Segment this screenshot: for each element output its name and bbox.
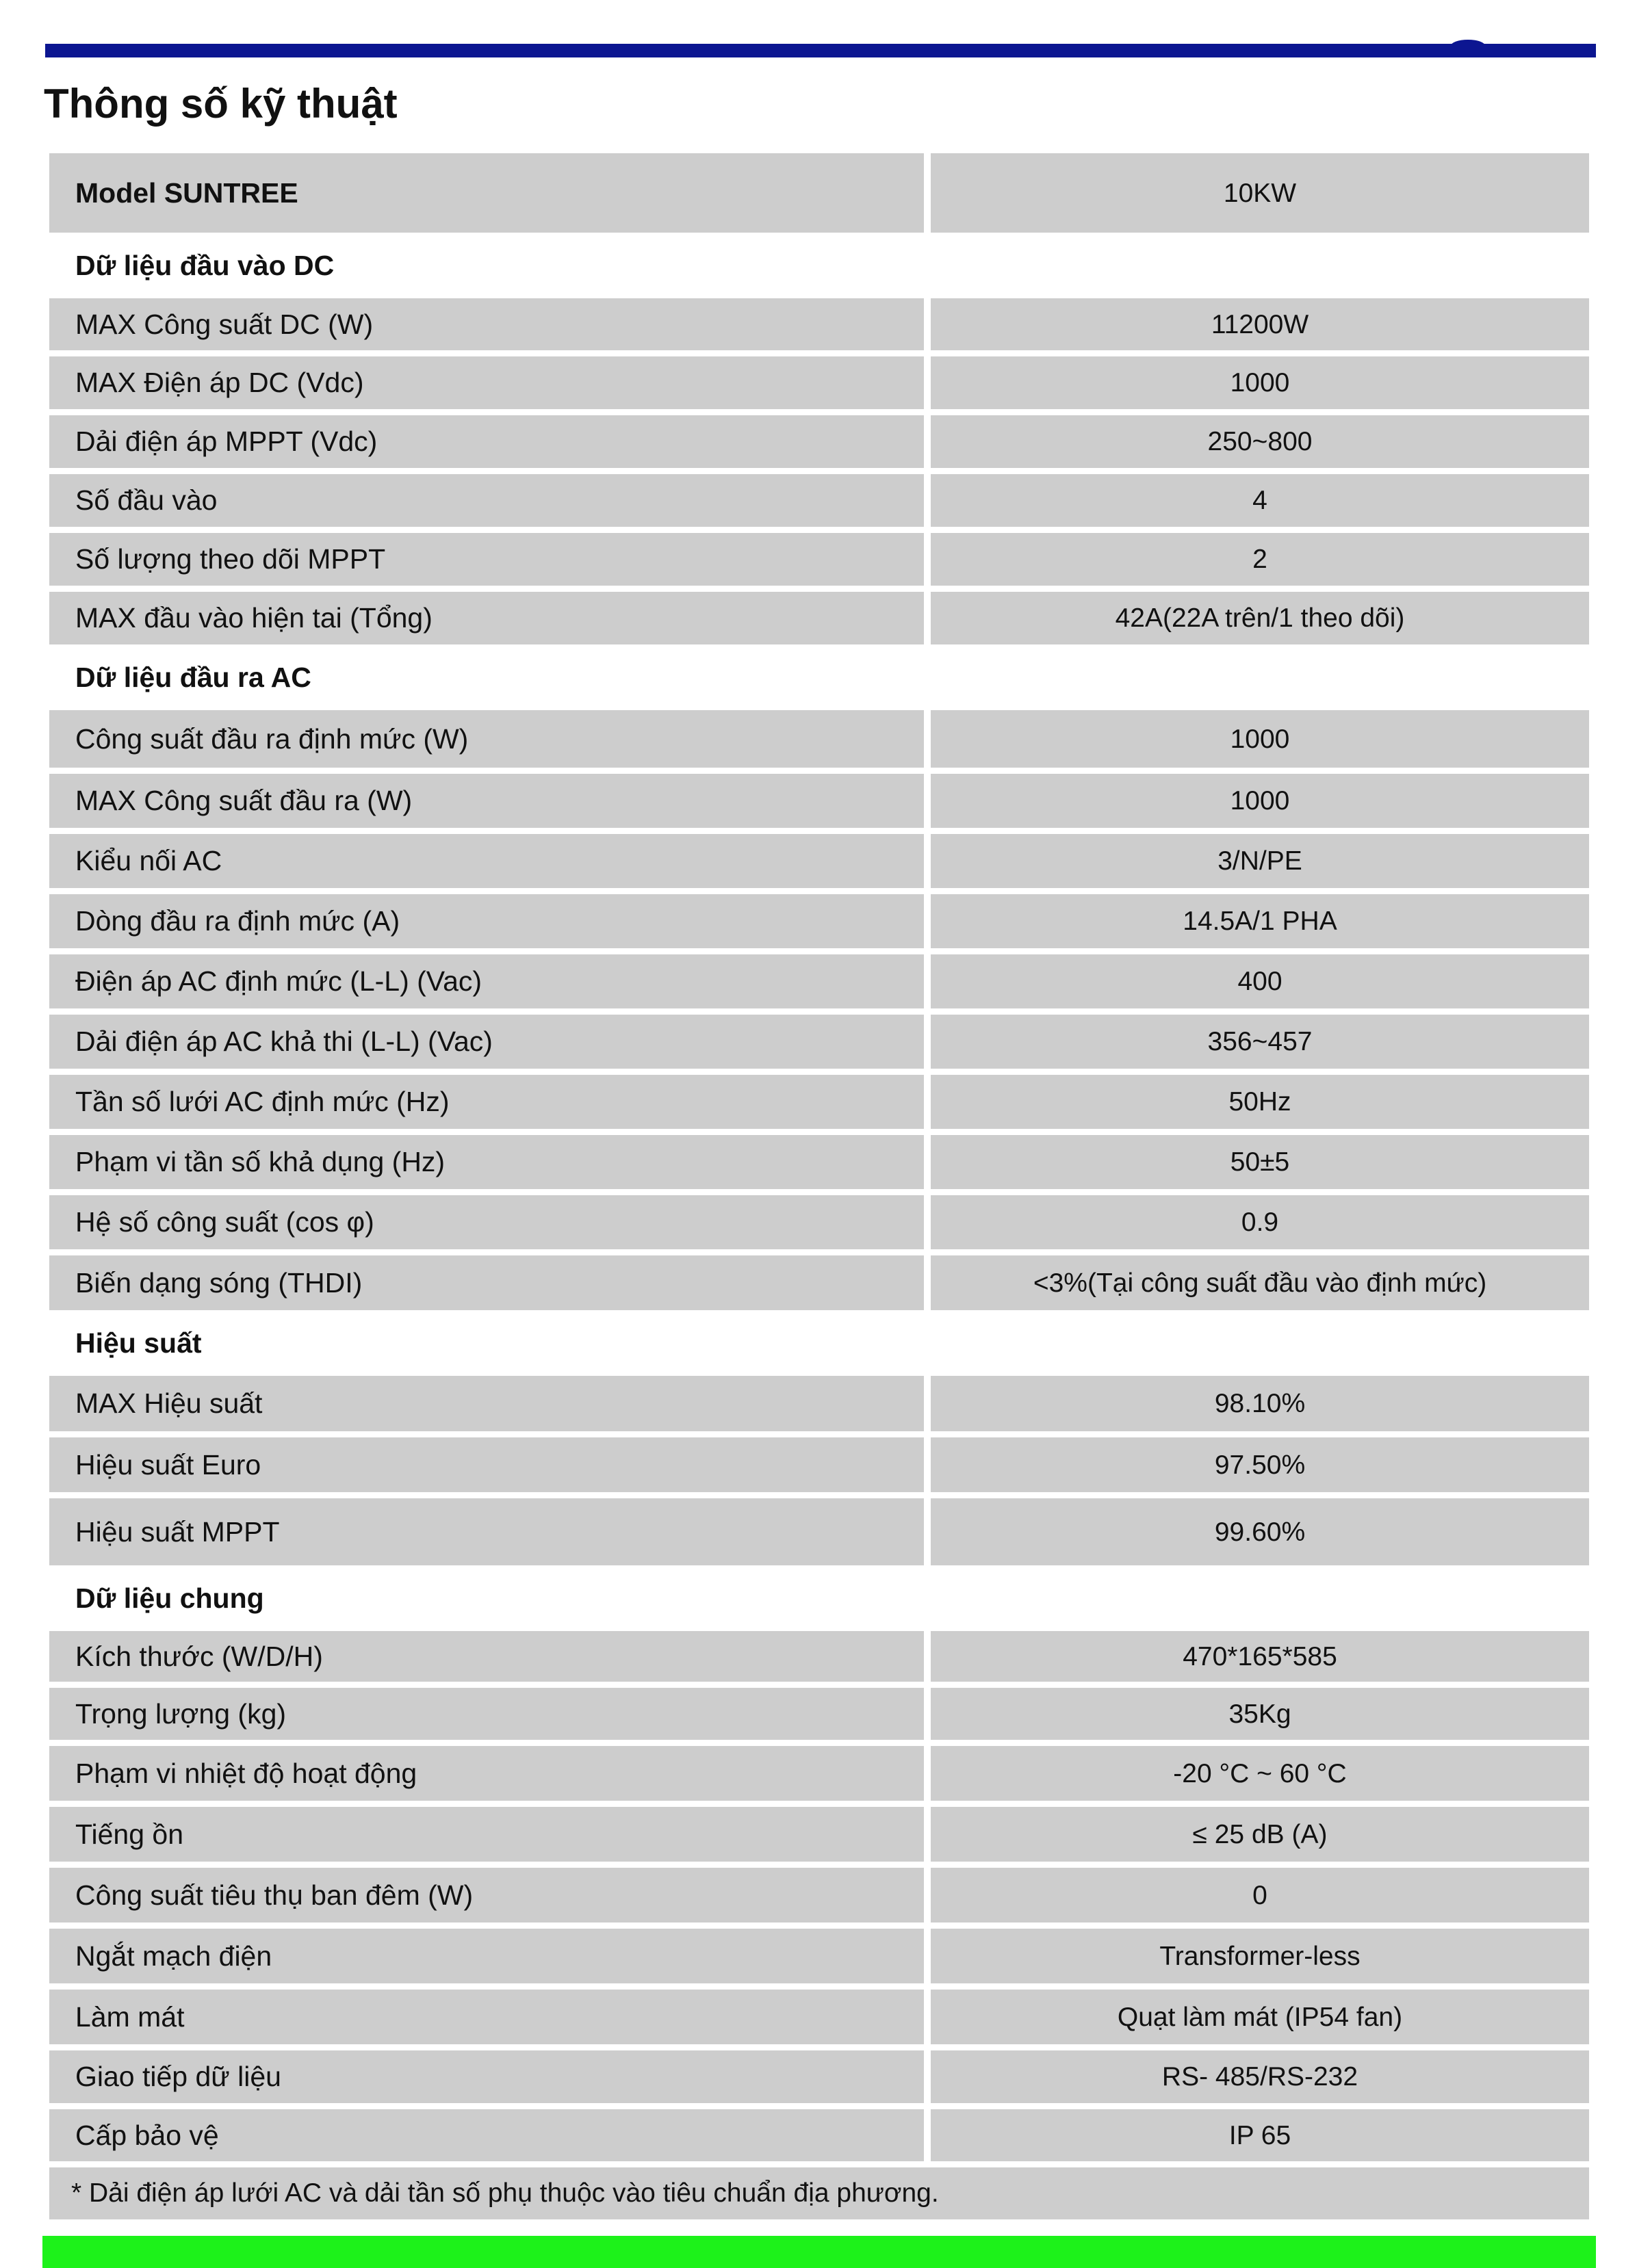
spec-label: Dòng đầu ra định mức (A) — [49, 894, 924, 948]
table-row — [49, 415, 1589, 468]
spec-label: Cấp bảo vệ — [49, 2109, 924, 2161]
spec-label: MAX Điện áp DC (Vdc) — [49, 356, 924, 409]
footer-bar — [42, 2236, 1596, 2268]
table-row — [49, 1807, 1589, 1862]
spec-label: Hiệu suất MPPT — [49, 1498, 924, 1565]
spec-label: Phạm vi nhiệt độ hoạt động — [49, 1746, 924, 1801]
spec-label: Hiệu suất Euro — [49, 1437, 924, 1492]
table-row — [49, 1868, 1589, 1922]
section-title: Dữ liệu đầu vào DC — [75, 249, 335, 281]
spec-label: Số đầu vào — [49, 474, 924, 527]
spec-label: Số lượng theo dõi MPPT — [49, 533, 924, 586]
table-row — [49, 533, 1589, 586]
table-row — [49, 1631, 1589, 1682]
table-row — [49, 1929, 1589, 1983]
model-row — [49, 153, 1589, 233]
spec-label: Hệ số công suất (cos φ) — [49, 1195, 924, 1249]
model-value: 10KW — [931, 153, 1589, 233]
spec-value: 14.5A/1 PHA — [931, 894, 1589, 948]
spec-value: 50Hz — [931, 1075, 1589, 1129]
spec-label: MAX Công suất DC (W) — [49, 298, 924, 350]
table-row — [49, 1195, 1589, 1249]
spec-value: RS- 485/RS-232 — [931, 2050, 1589, 2103]
spec-value: 1000 — [931, 774, 1589, 828]
table-row — [49, 1075, 1589, 1129]
table-row — [49, 1255, 1589, 1310]
table-row — [49, 1437, 1589, 1492]
logo-fragment — [1451, 40, 1485, 52]
table-row — [49, 2109, 1589, 2161]
spec-value: 470*165*585 — [931, 1631, 1589, 1682]
spec-value: 97.50% — [931, 1437, 1589, 1492]
spec-label: Ngắt mạch điện — [49, 1929, 924, 1983]
spec-label: Làm mát — [49, 1990, 924, 2044]
table-row — [49, 954, 1589, 1008]
spec-label: Dải điện áp MPPT (Vdc) — [49, 415, 924, 468]
spec-value: IP 65 — [931, 2109, 1589, 2161]
spec-label: Phạm vi tần số khả dụng (Hz) — [49, 1135, 924, 1189]
spec-label: Giao tiếp dữ liệu — [49, 2050, 924, 2103]
section-title: Dữ liệu đầu ra AC — [75, 661, 311, 693]
section-heading-dc-input — [49, 239, 1589, 292]
spec-value: 42A(22A trên/1 theo dõi) — [931, 592, 1589, 644]
spec-label: Trọng lượng (kg) — [49, 1688, 924, 1740]
table-row — [49, 1376, 1589, 1431]
spec-value: 1000 — [931, 710, 1589, 768]
section-title: Dữ liệu chung — [75, 1582, 264, 1614]
spec-label: MAX Công suất đầu ra (W) — [49, 774, 924, 828]
spec-value: 35Kg — [931, 1688, 1589, 1740]
model-label: Model SUNTREE — [49, 153, 924, 233]
table-row — [49, 834, 1589, 888]
section-heading-ac-output — [49, 651, 1589, 704]
spec-value: 98.10% — [931, 1376, 1589, 1431]
spec-value: -20 °C ~ 60 °C — [931, 1746, 1589, 1801]
spec-value: 0.9 — [931, 1195, 1589, 1249]
spec-value: <3%(Tại công suất đầu vào định mức) — [931, 1255, 1589, 1310]
spec-value: 1000 — [931, 356, 1589, 409]
table-row — [49, 474, 1589, 527]
table-row — [49, 1990, 1589, 2044]
spec-label: Biến dạng sóng (THDI) — [49, 1255, 924, 1310]
page-title: Thông số kỹ thuật — [44, 81, 398, 127]
table-row — [49, 1688, 1589, 1740]
section-title: Hiệu suất — [75, 1327, 202, 1359]
section-heading-efficiency — [49, 1316, 1589, 1370]
table-row — [49, 298, 1589, 350]
spec-value: 99.60% — [931, 1498, 1589, 1565]
spec-label: Công suất tiêu thụ ban đêm (W) — [49, 1868, 924, 1922]
spec-value: Quạt làm mát (IP54 fan) — [931, 1990, 1589, 2044]
footnote-row — [49, 2167, 1589, 2219]
spec-value: 0 — [931, 1868, 1589, 1922]
spec-label: MAX Hiệu suất — [49, 1376, 924, 1431]
spec-value: 356~457 — [931, 1015, 1589, 1069]
spec-table — [49, 153, 1589, 2219]
table-row — [49, 1746, 1589, 1801]
table-row — [49, 592, 1589, 644]
table-row — [49, 894, 1589, 948]
table-row — [49, 1498, 1589, 1565]
spec-label: MAX đầu vào hiện tai (Tổng) — [49, 592, 924, 644]
spec-label: Tiếng ồn — [49, 1807, 924, 1862]
spec-label: Tần số lưới AC định mức (Hz) — [49, 1075, 924, 1129]
table-row — [49, 356, 1589, 409]
spec-label: Dải điện áp AC khả thi (L-L) (Vac) — [49, 1015, 924, 1069]
table-row — [49, 2050, 1589, 2103]
spec-value: ≤ 25 dB (A) — [931, 1807, 1589, 1862]
table-row — [49, 1135, 1589, 1189]
footnote: * Dải điện áp lưới AC và dải tần số phụ thuộc vào tiêu chuẩn địa phương. — [49, 2167, 1589, 2219]
spec-value: 3/N/PE — [931, 834, 1589, 888]
spec-value: 4 — [931, 474, 1589, 527]
spec-value: Transformer-less — [931, 1929, 1589, 1983]
section-heading-general — [49, 1572, 1589, 1625]
spec-value: 50±5 — [931, 1135, 1589, 1189]
spec-label: Công suất đầu ra định mức (W) — [49, 710, 924, 768]
spec-value: 11200W — [931, 298, 1589, 350]
spec-label: Điện áp AC định mức (L-L) (Vac) — [49, 954, 924, 1008]
spec-label: Kiểu nối AC — [49, 834, 924, 888]
table-row — [49, 1015, 1589, 1069]
header-bar — [45, 44, 1596, 57]
spec-label: Kích thước (W/D/H) — [49, 1631, 924, 1682]
spec-value: 400 — [931, 954, 1589, 1008]
spec-value: 250~800 — [931, 415, 1589, 468]
table-row — [49, 710, 1589, 768]
spec-value: 2 — [931, 533, 1589, 586]
table-row — [49, 774, 1589, 828]
